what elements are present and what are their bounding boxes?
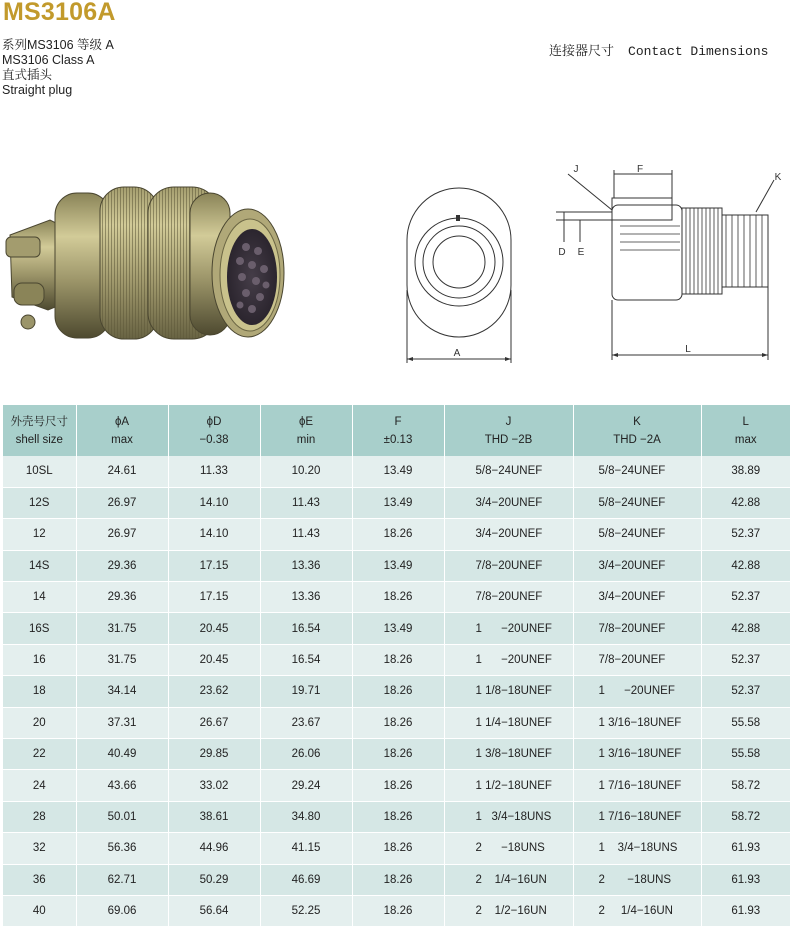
dimension-label-a: A: [453, 348, 461, 359]
cell-k: 5/8−24UNEF: [573, 487, 701, 518]
cell-a: 43.66: [76, 770, 168, 801]
cell-j: 2 −18UNS: [444, 833, 573, 864]
header-shell-size: [3, 405, 76, 456]
cell-j: 2 1/2−16UN: [444, 895, 573, 926]
cell-l: 52.37: [701, 582, 790, 613]
cell-k: 7/8−20UNEF: [573, 613, 701, 644]
cell-l: 38.89: [701, 456, 790, 487]
cell-a: 34.14: [76, 676, 168, 707]
cell-d: 17.15: [168, 550, 260, 581]
cell-k: 2 −18UNS: [573, 864, 701, 895]
dimension-label-j: J: [573, 164, 579, 175]
header-line2: min: [296, 433, 316, 446]
cell-d: 50.29: [168, 864, 260, 895]
cell-l: 42.88: [701, 487, 790, 518]
type-en: Straight plug: [2, 83, 73, 97]
cell-e: 16.54: [260, 644, 352, 675]
table-row: [3, 801, 790, 832]
section-heading-en: Contact Dimensions: [628, 44, 769, 59]
cell-d: 20.45: [168, 644, 260, 675]
table-row: [3, 550, 790, 581]
cell-shell-size: 32: [3, 833, 76, 864]
cell-d: 33.02: [168, 770, 260, 801]
cell-a: 26.97: [76, 487, 168, 518]
cell-j: 1 3/8−18UNEF: [444, 739, 573, 770]
header-line2: THD −2B: [484, 433, 533, 446]
cell-f: 18.26: [352, 676, 444, 707]
cell-l: 58.72: [701, 801, 790, 832]
table-row: [3, 739, 790, 770]
header-f: [352, 405, 444, 456]
cell-j: 3/4−20UNEF: [444, 487, 573, 518]
cell-d: 23.62: [168, 676, 260, 707]
cell-l: 58.72: [701, 770, 790, 801]
cell-a: 26.97: [76, 519, 168, 550]
cell-a: 31.75: [76, 613, 168, 644]
cell-f: 18.26: [352, 707, 444, 738]
product-description: [2, 38, 114, 98]
cell-l: 42.88: [701, 613, 790, 644]
header-line2: ±0.13: [383, 433, 413, 446]
cell-l: 42.88: [701, 550, 790, 581]
header-line2: THD −2A: [613, 433, 661, 446]
header-line1: F: [394, 415, 402, 428]
cell-d: 11.33: [168, 456, 260, 487]
cell-k: 1 3/16−18UNEF: [573, 739, 701, 770]
front-view-drawing: [395, 185, 525, 370]
cell-a: 24.61: [76, 456, 168, 487]
cell-e: 23.67: [260, 707, 352, 738]
cell-shell-size: 36: [3, 864, 76, 895]
dimension-label-d: D: [558, 247, 566, 258]
cell-d: 17.15: [168, 582, 260, 613]
header-line1: 外壳号尺寸: [10, 415, 68, 428]
table-row: [3, 833, 790, 864]
cell-k: 2 1/4−16UN: [573, 895, 701, 926]
dimension-label-e: E: [577, 247, 585, 258]
header-j: [444, 405, 573, 456]
cell-e: 13.36: [260, 550, 352, 581]
table-row: [3, 864, 790, 895]
cell-e: 16.54: [260, 613, 352, 644]
cell-a: 29.36: [76, 582, 168, 613]
cell-a: 69.06: [76, 895, 168, 926]
table-row: [3, 707, 790, 738]
cell-shell-size: 40: [3, 895, 76, 926]
cell-e: 41.15: [260, 833, 352, 864]
series-class-cn: 系列MS3106 等级 A: [2, 38, 114, 52]
cell-k: 1 7/16−18UNEF: [573, 801, 701, 832]
cell-e: 11.43: [260, 487, 352, 518]
cell-j: 1 −20UNEF: [444, 613, 573, 644]
cell-f: 13.49: [352, 487, 444, 518]
dimensions-table: [3, 405, 790, 927]
cell-l: 52.37: [701, 644, 790, 675]
cell-e: 52.25: [260, 895, 352, 926]
dimension-label-k: K: [774, 172, 782, 183]
cell-a: 56.36: [76, 833, 168, 864]
cell-a: 37.31: [76, 707, 168, 738]
cell-k: 5/8−24UNEF: [573, 456, 701, 487]
header-d: [168, 405, 260, 456]
table-body: [3, 456, 790, 927]
header-line1: J: [505, 415, 512, 428]
table-row: [3, 487, 790, 518]
header-line2: max: [111, 433, 133, 446]
cell-shell-size: 10SL: [3, 456, 76, 487]
cell-f: 18.26: [352, 582, 444, 613]
cell-shell-size: 16: [3, 644, 76, 675]
cell-j: 2 1/4−16UN: [444, 864, 573, 895]
section-heading-cn: 连接器尺寸: [549, 44, 615, 59]
cell-l: 61.93: [701, 864, 790, 895]
table-row: [3, 676, 790, 707]
cell-k: 7/8−20UNEF: [573, 644, 701, 675]
cell-shell-size: 12: [3, 519, 76, 550]
cell-e: 34.80: [260, 801, 352, 832]
cell-k: 1 3/4−18UNS: [573, 833, 701, 864]
cell-j: 5/8−24UNEF: [444, 456, 573, 487]
cell-k: 5/8−24UNEF: [573, 519, 701, 550]
cell-j: 7/8−20UNEF: [444, 550, 573, 581]
cell-f: 18.26: [352, 864, 444, 895]
cell-d: 14.10: [168, 519, 260, 550]
table-row: [3, 456, 790, 487]
cell-shell-size: 14S: [3, 550, 76, 581]
cell-l: 61.93: [701, 833, 790, 864]
cell-d: 29.85: [168, 739, 260, 770]
table-row: [3, 770, 790, 801]
cell-f: 18.26: [352, 770, 444, 801]
cell-k: 3/4−20UNEF: [573, 582, 701, 613]
cell-e: 19.71: [260, 676, 352, 707]
cell-l: 52.37: [701, 519, 790, 550]
cell-d: 14.10: [168, 487, 260, 518]
cell-shell-size: 24: [3, 770, 76, 801]
cell-j: 1 1/4−18UNEF: [444, 707, 573, 738]
cell-f: 13.49: [352, 550, 444, 581]
cell-e: 29.24: [260, 770, 352, 801]
cell-a: 62.71: [76, 864, 168, 895]
cell-e: 10.20: [260, 456, 352, 487]
cell-d: 20.45: [168, 613, 260, 644]
cell-d: 56.64: [168, 895, 260, 926]
cell-shell-size: 28: [3, 801, 76, 832]
cell-e: 46.69: [260, 864, 352, 895]
cell-j: 1 −20UNEF: [444, 644, 573, 675]
side-view-drawing: [550, 160, 790, 370]
header-line1: K: [633, 415, 641, 428]
cell-e: 26.06: [260, 739, 352, 770]
header-line2: −0.38: [199, 433, 229, 446]
table-row: [3, 895, 790, 926]
cell-j: 7/8−20UNEF: [444, 582, 573, 613]
table-row: [3, 613, 790, 644]
dimension-label-f: F: [636, 164, 644, 175]
table-row: [3, 644, 790, 675]
header-k: [573, 405, 701, 456]
cell-f: 13.49: [352, 613, 444, 644]
cell-f: 18.26: [352, 739, 444, 770]
cell-k: 3/4−20UNEF: [573, 550, 701, 581]
connector-photo: [0, 165, 300, 365]
section-heading: [549, 40, 768, 59]
header-e: [260, 405, 352, 456]
cell-e: 11.43: [260, 519, 352, 550]
cell-j: 1 1/2−18UNEF: [444, 770, 573, 801]
cell-l: 55.58: [701, 739, 790, 770]
cell-j: 1 1/8−18UNEF: [444, 676, 573, 707]
cell-shell-size: 20: [3, 707, 76, 738]
cell-a: 29.36: [76, 550, 168, 581]
cell-l: 52.37: [701, 676, 790, 707]
cell-f: 18.26: [352, 519, 444, 550]
type-cn: 直式插头: [2, 68, 53, 82]
cell-f: 18.26: [352, 833, 444, 864]
cell-shell-size: 18: [3, 676, 76, 707]
cell-d: 38.61: [168, 801, 260, 832]
cell-f: 18.26: [352, 644, 444, 675]
header-line1: L: [742, 415, 749, 428]
cell-a: 40.49: [76, 739, 168, 770]
table-row: [3, 582, 790, 613]
cell-l: 61.93: [701, 895, 790, 926]
cell-f: 18.26: [352, 895, 444, 926]
cell-k: 1 3/16−18UNEF: [573, 707, 701, 738]
table-row: [3, 519, 790, 550]
cell-d: 44.96: [168, 833, 260, 864]
header-line2: max: [734, 433, 757, 446]
cell-e: 13.36: [260, 582, 352, 613]
header-line2: shell size: [15, 433, 63, 446]
header-a: [76, 405, 168, 456]
cell-f: 13.49: [352, 456, 444, 487]
cell-shell-size: 14: [3, 582, 76, 613]
cell-j: 1 3/4−18UNS: [444, 801, 573, 832]
cell-f: 18.26: [352, 801, 444, 832]
cell-k: 1 −20UNEF: [573, 676, 701, 707]
cell-k: 1 7/16−18UNEF: [573, 770, 701, 801]
header-line1: ϕD: [206, 415, 222, 428]
dimension-label-l: L: [685, 344, 691, 355]
header-line1: ϕE: [298, 415, 314, 428]
cell-a: 31.75: [76, 644, 168, 675]
header-l: [701, 405, 790, 456]
cell-l: 55.58: [701, 707, 790, 738]
cell-shell-size: 16S: [3, 613, 76, 644]
cell-j: 3/4−20UNEF: [444, 519, 573, 550]
cell-a: 50.01: [76, 801, 168, 832]
header-line1: ϕA: [114, 415, 130, 428]
cell-shell-size: 12S: [3, 487, 76, 518]
cell-shell-size: 22: [3, 739, 76, 770]
series-class-en: MS3106 Class A: [2, 53, 95, 67]
page-title: MS3106A: [3, 0, 116, 26]
table-header-row: [3, 405, 790, 456]
cell-d: 26.67: [168, 707, 260, 738]
